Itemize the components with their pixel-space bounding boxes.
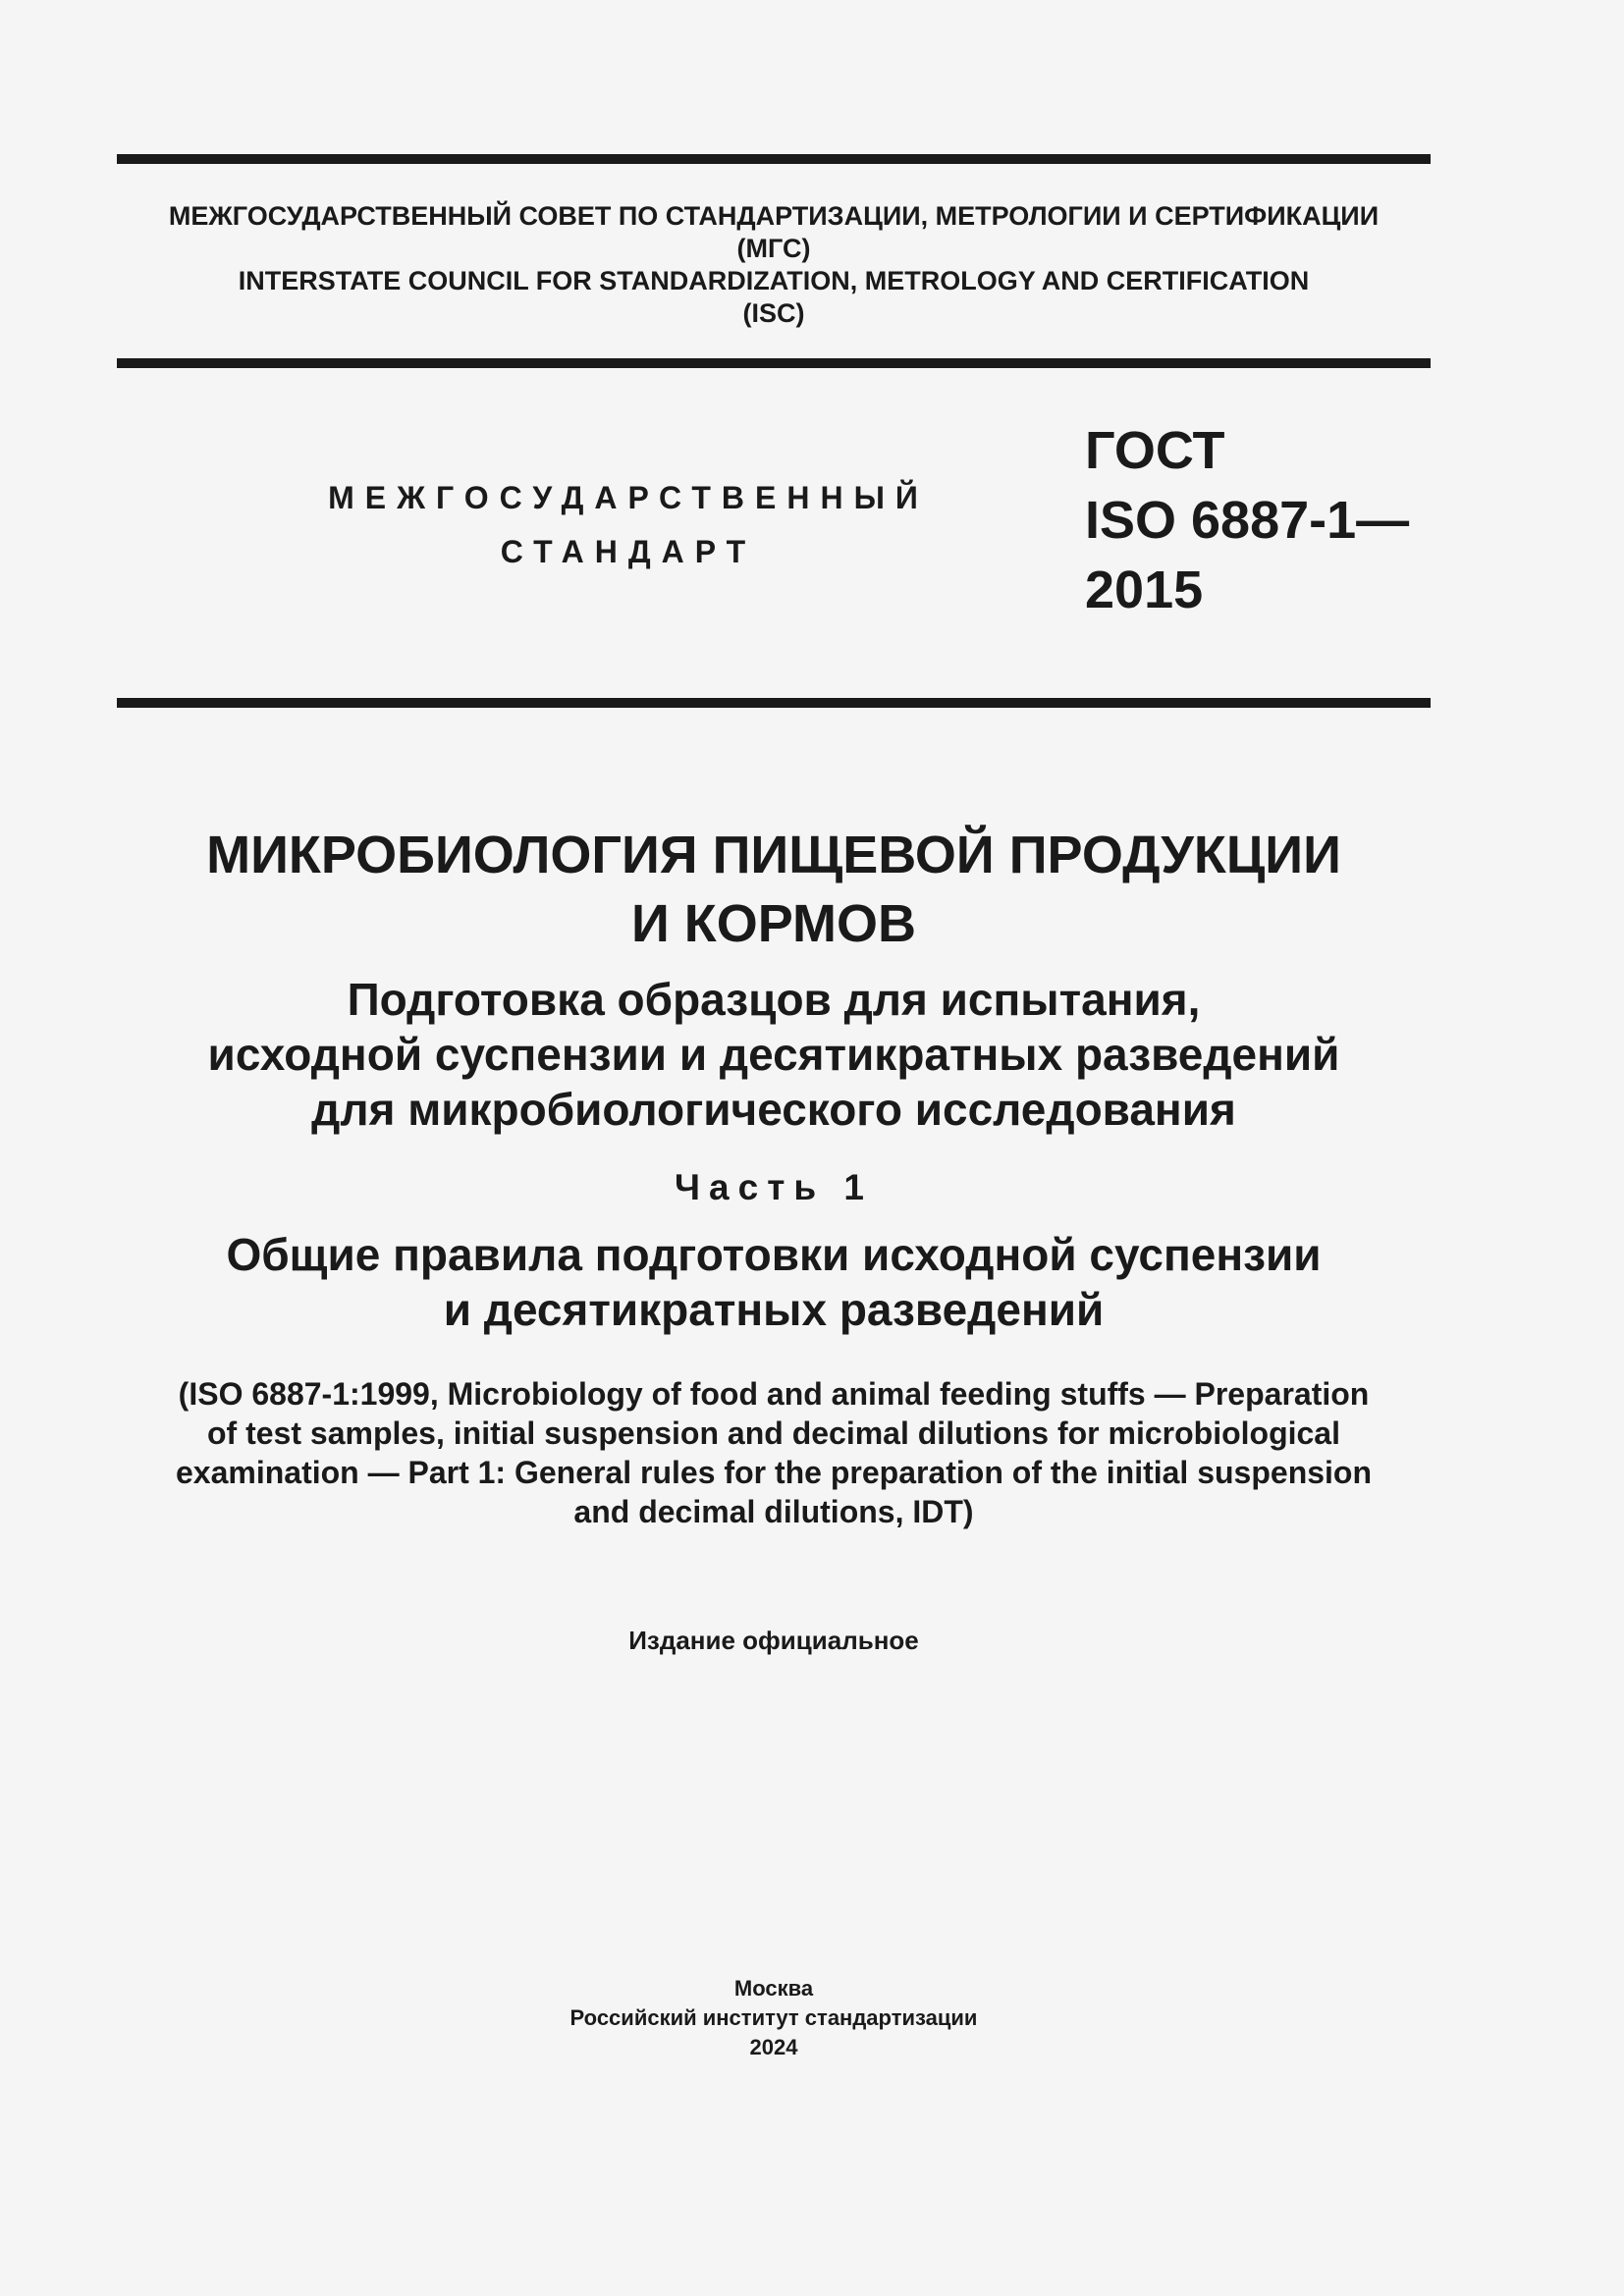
council-bottom-rule — [117, 358, 1431, 368]
council-en-abbr: (ISC) — [742, 298, 805, 328]
standard-type-label — [255, 471, 1001, 579]
council-ru-name: МЕЖГОСУДАРСТВЕННЫЙ СОВЕТ ПО СТАНДАРТИЗАЦИИ, МЕТРОЛОГИИ И СЕРТИФИКАЦИИ — [168, 201, 1380, 231]
standard-designation — [1085, 416, 1409, 625]
designation-line3: 2015 — [1085, 561, 1204, 619]
designation-bottom-rule — [117, 698, 1431, 708]
main-title — [117, 821, 1431, 958]
part-title — [117, 1227, 1431, 1337]
iso-reference — [117, 1374, 1431, 1531]
subtitle-line1: Подготовка образцов для испытания, — [347, 974, 1201, 1025]
subtitle — [117, 972, 1431, 1137]
council-ru-abbr: (МГС) — [736, 234, 811, 263]
council-header — [117, 200, 1431, 330]
standard-type-line2: СТАНДАРТ — [500, 534, 757, 569]
imprint-year: 2024 — [749, 2035, 798, 2059]
main-title-line1: МИКРОБИОЛОГИЯ ПИЩЕВОЙ ПРОДУКЦИИ — [206, 826, 1341, 884]
imprint — [117, 1974, 1431, 2062]
council-en-name: INTERSTATE COUNCIL FOR STANDARDIZATION, METROLOGY AND CERTIFICATION — [238, 266, 1310, 295]
subtitle-line2: исходной суспензии и десятикратных разведений — [207, 1029, 1340, 1080]
iso-reference-line1: (ISO 6887-1:1999, Microbiology of food and animal feeding stuffs — Preparation — [178, 1376, 1370, 1412]
standard-type-line1: МЕЖГОСУДАРСТВЕННЫЙ — [328, 480, 929, 515]
part-label: Часть 1 — [675, 1167, 873, 1207]
designation-line1: ГОСТ — [1085, 421, 1225, 480]
iso-reference-line3: examination — Part 1: General rules for the preparation of the initial suspension — [175, 1455, 1373, 1490]
top-rule — [117, 154, 1431, 164]
main-title-line2: И КОРМОВ — [630, 894, 917, 953]
part-title-line1: Общие правила подготовки исходной суспензии — [226, 1229, 1322, 1280]
edition-label: Издание официальное — [628, 1626, 919, 1655]
designation-line2: ISO 6887-1— — [1085, 491, 1410, 550]
iso-reference-line4: and decimal dilutions, IDT) — [573, 1494, 974, 1529]
part-title-line2: и десятикратных разведений — [443, 1284, 1105, 1335]
iso-reference-line2: of test samples, initial suspension and decimal dilutions for microbiological — [207, 1415, 1340, 1451]
imprint-publisher: Российский институт стандартизации — [569, 2005, 978, 2030]
imprint-city: Москва — [733, 1976, 814, 2001]
subtitle-line3: для микробиологического исследования — [311, 1084, 1236, 1135]
